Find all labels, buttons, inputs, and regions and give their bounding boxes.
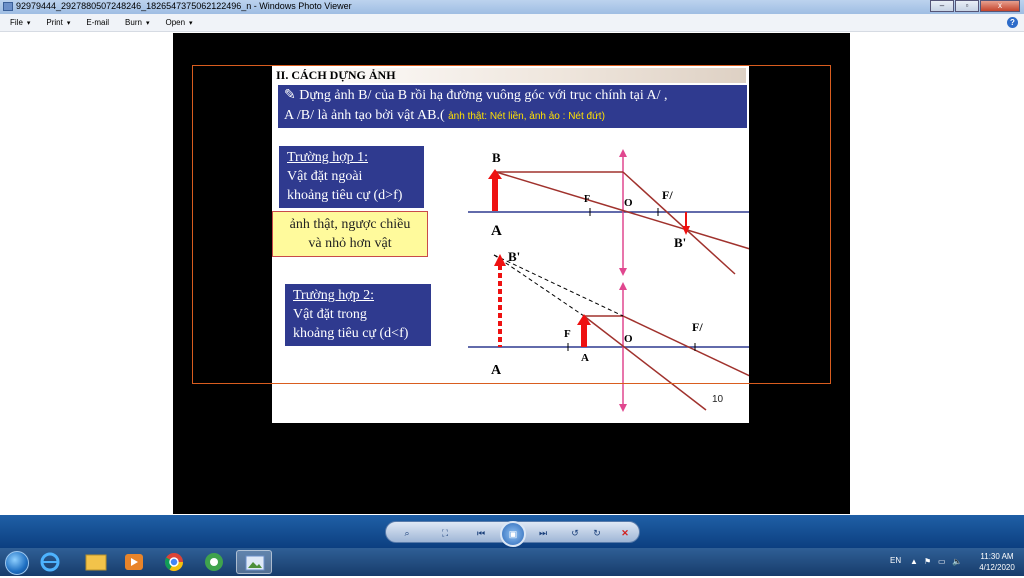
virtual-ray-1 [494, 255, 623, 316]
delete-icon[interactable]: ✕ [621, 528, 629, 538]
viewer-control-bar [0, 515, 1024, 548]
chrome-icon[interactable] [156, 550, 192, 574]
chevron-down-icon: ▾ [145, 20, 150, 27]
optics-diagram [272, 65, 749, 423]
next-icon[interactable]: ⏭ [538, 528, 548, 538]
page-number: 10 [712, 394, 724, 405]
file-explorer-icon[interactable] [78, 550, 114, 574]
start-button[interactable] [5, 551, 29, 575]
menu-print[interactable] [46, 18, 70, 27]
result-line2: và nhỏ hơn vật [308, 236, 392, 251]
definition-line2: A /B/ là ảnh tạo bởi vật AB.( [284, 108, 445, 123]
minimize-button[interactable]: – [930, 0, 954, 12]
selection-bottom-edge [192, 383, 831, 384]
object-arrow-2 [581, 323, 587, 347]
language-indicator[interactable]: EN [890, 556, 902, 565]
maximize-button[interactable]: ▫ [955, 0, 979, 12]
object-arrow-1-head [488, 169, 502, 179]
network-icon[interactable]: ▭ [938, 557, 946, 566]
label-F: F [584, 194, 591, 205]
help-icon[interactable]: ? [1007, 17, 1018, 28]
selection-left-edge [192, 65, 193, 384]
label-A: A [491, 223, 502, 239]
label-B-prime: B' [674, 235, 687, 250]
label-O: O [624, 197, 633, 209]
ray-center-2 [584, 316, 706, 410]
zoom-icon[interactable]: ⌕ [404, 528, 410, 538]
chevron-down-icon: ▾ [66, 20, 71, 27]
photo-viewer-icon[interactable] [236, 550, 272, 574]
previous-icon[interactable]: ⏮ [476, 528, 486, 538]
menu-burn[interactable] [125, 18, 149, 27]
result-line1: ảnh thật, ngược chiều [289, 217, 411, 232]
menu-bar [0, 14, 1024, 32]
menu-file-label: File [10, 18, 23, 27]
label-O-2: O [624, 333, 633, 345]
lens-2-top-arrow [619, 282, 627, 290]
label-F-prime-2: F/ [692, 320, 703, 334]
case2-title: Trường hợp 2: [293, 288, 375, 303]
menu-print-label: Print [46, 18, 63, 27]
rotate-right-icon[interactable]: ↻ [593, 528, 601, 538]
definition-line1: Dựng ảnh B/ của B rồi hạ đường vuông góc với trục chính tại A/ , [299, 88, 668, 103]
case1-line1: Vật đặt ngoài [287, 169, 363, 184]
ray-focal-1 [623, 172, 735, 274]
actual-size-icon[interactable]: ⛶ [441, 528, 449, 538]
pencil-icon: ✎ [284, 88, 296, 103]
label-F-prime: F/ [662, 188, 673, 202]
definition-note: ảnh thật: Nét liền, ảnh ảo : Nét đứt) [448, 111, 605, 122]
slideshow-icon[interactable]: ▣ [500, 521, 526, 547]
volume-icon[interactable]: 🔈 [952, 557, 962, 566]
slide-title: II. CÁCH DỰNG ẢNH [276, 68, 746, 83]
object-arrow-1 [492, 176, 498, 211]
case1-line2: khoảng tiêu cự (d>f) [287, 188, 403, 203]
menu-burn-label: Burn [125, 18, 142, 27]
close-button[interactable]: x [980, 0, 1020, 12]
selection-top-edge [192, 65, 831, 66]
case2-line2: khoảng tiêu cự (d<f) [293, 326, 409, 341]
media-player-icon[interactable] [116, 550, 152, 574]
chevron-down-icon: ▾ [26, 20, 31, 27]
title-bar [0, 0, 1024, 15]
window-controls [930, 0, 1020, 12]
label-A-2: A [491, 363, 502, 378]
label-B-prime-2: B' [508, 249, 521, 264]
internet-explorer-icon[interactable] [32, 550, 68, 574]
clock-date[interactable]: 4/12/2020 [979, 563, 1015, 572]
label-F-2: F [564, 328, 571, 340]
photo-viewer-app-icon [3, 2, 13, 11]
ray-focal-2 [623, 316, 749, 376]
system-tray [880, 548, 1024, 576]
lens-1-bottom-arrow [619, 268, 627, 276]
taskbar [0, 548, 1024, 576]
window-title: 92979444_2927880507248246_1826547375062122496_n - Windows Photo Viewer [16, 1, 352, 11]
lens-1-top-arrow [619, 149, 627, 157]
slide-image [272, 65, 749, 423]
virtual-ray-2 [494, 255, 584, 316]
label-B: B [492, 150, 501, 165]
show-hidden-icons-icon[interactable]: ▲ [910, 557, 918, 566]
action-center-flag-icon[interactable]: ⚑ [924, 557, 932, 566]
case1-title: Trường hợp 1: [287, 150, 369, 165]
menu-file[interactable] [10, 18, 30, 27]
menu-email[interactable] [86, 18, 109, 27]
control-pill [385, 521, 640, 543]
coccoc-icon[interactable] [196, 550, 232, 574]
chevron-down-icon: ▾ [189, 20, 193, 27]
lens-2-bottom-arrow [619, 404, 627, 412]
clock-time[interactable]: 11:30 AM [980, 552, 1014, 561]
menu-email-label: E-mail [86, 18, 110, 27]
selection-right-edge [830, 65, 831, 384]
label-A-2-small: A [581, 352, 589, 364]
case2-line1: Vật đặt trong [293, 307, 367, 322]
rotate-left-icon[interactable]: ↺ [571, 528, 579, 538]
menu-open-label: Open [165, 18, 186, 27]
menu-open[interactable] [165, 18, 192, 27]
